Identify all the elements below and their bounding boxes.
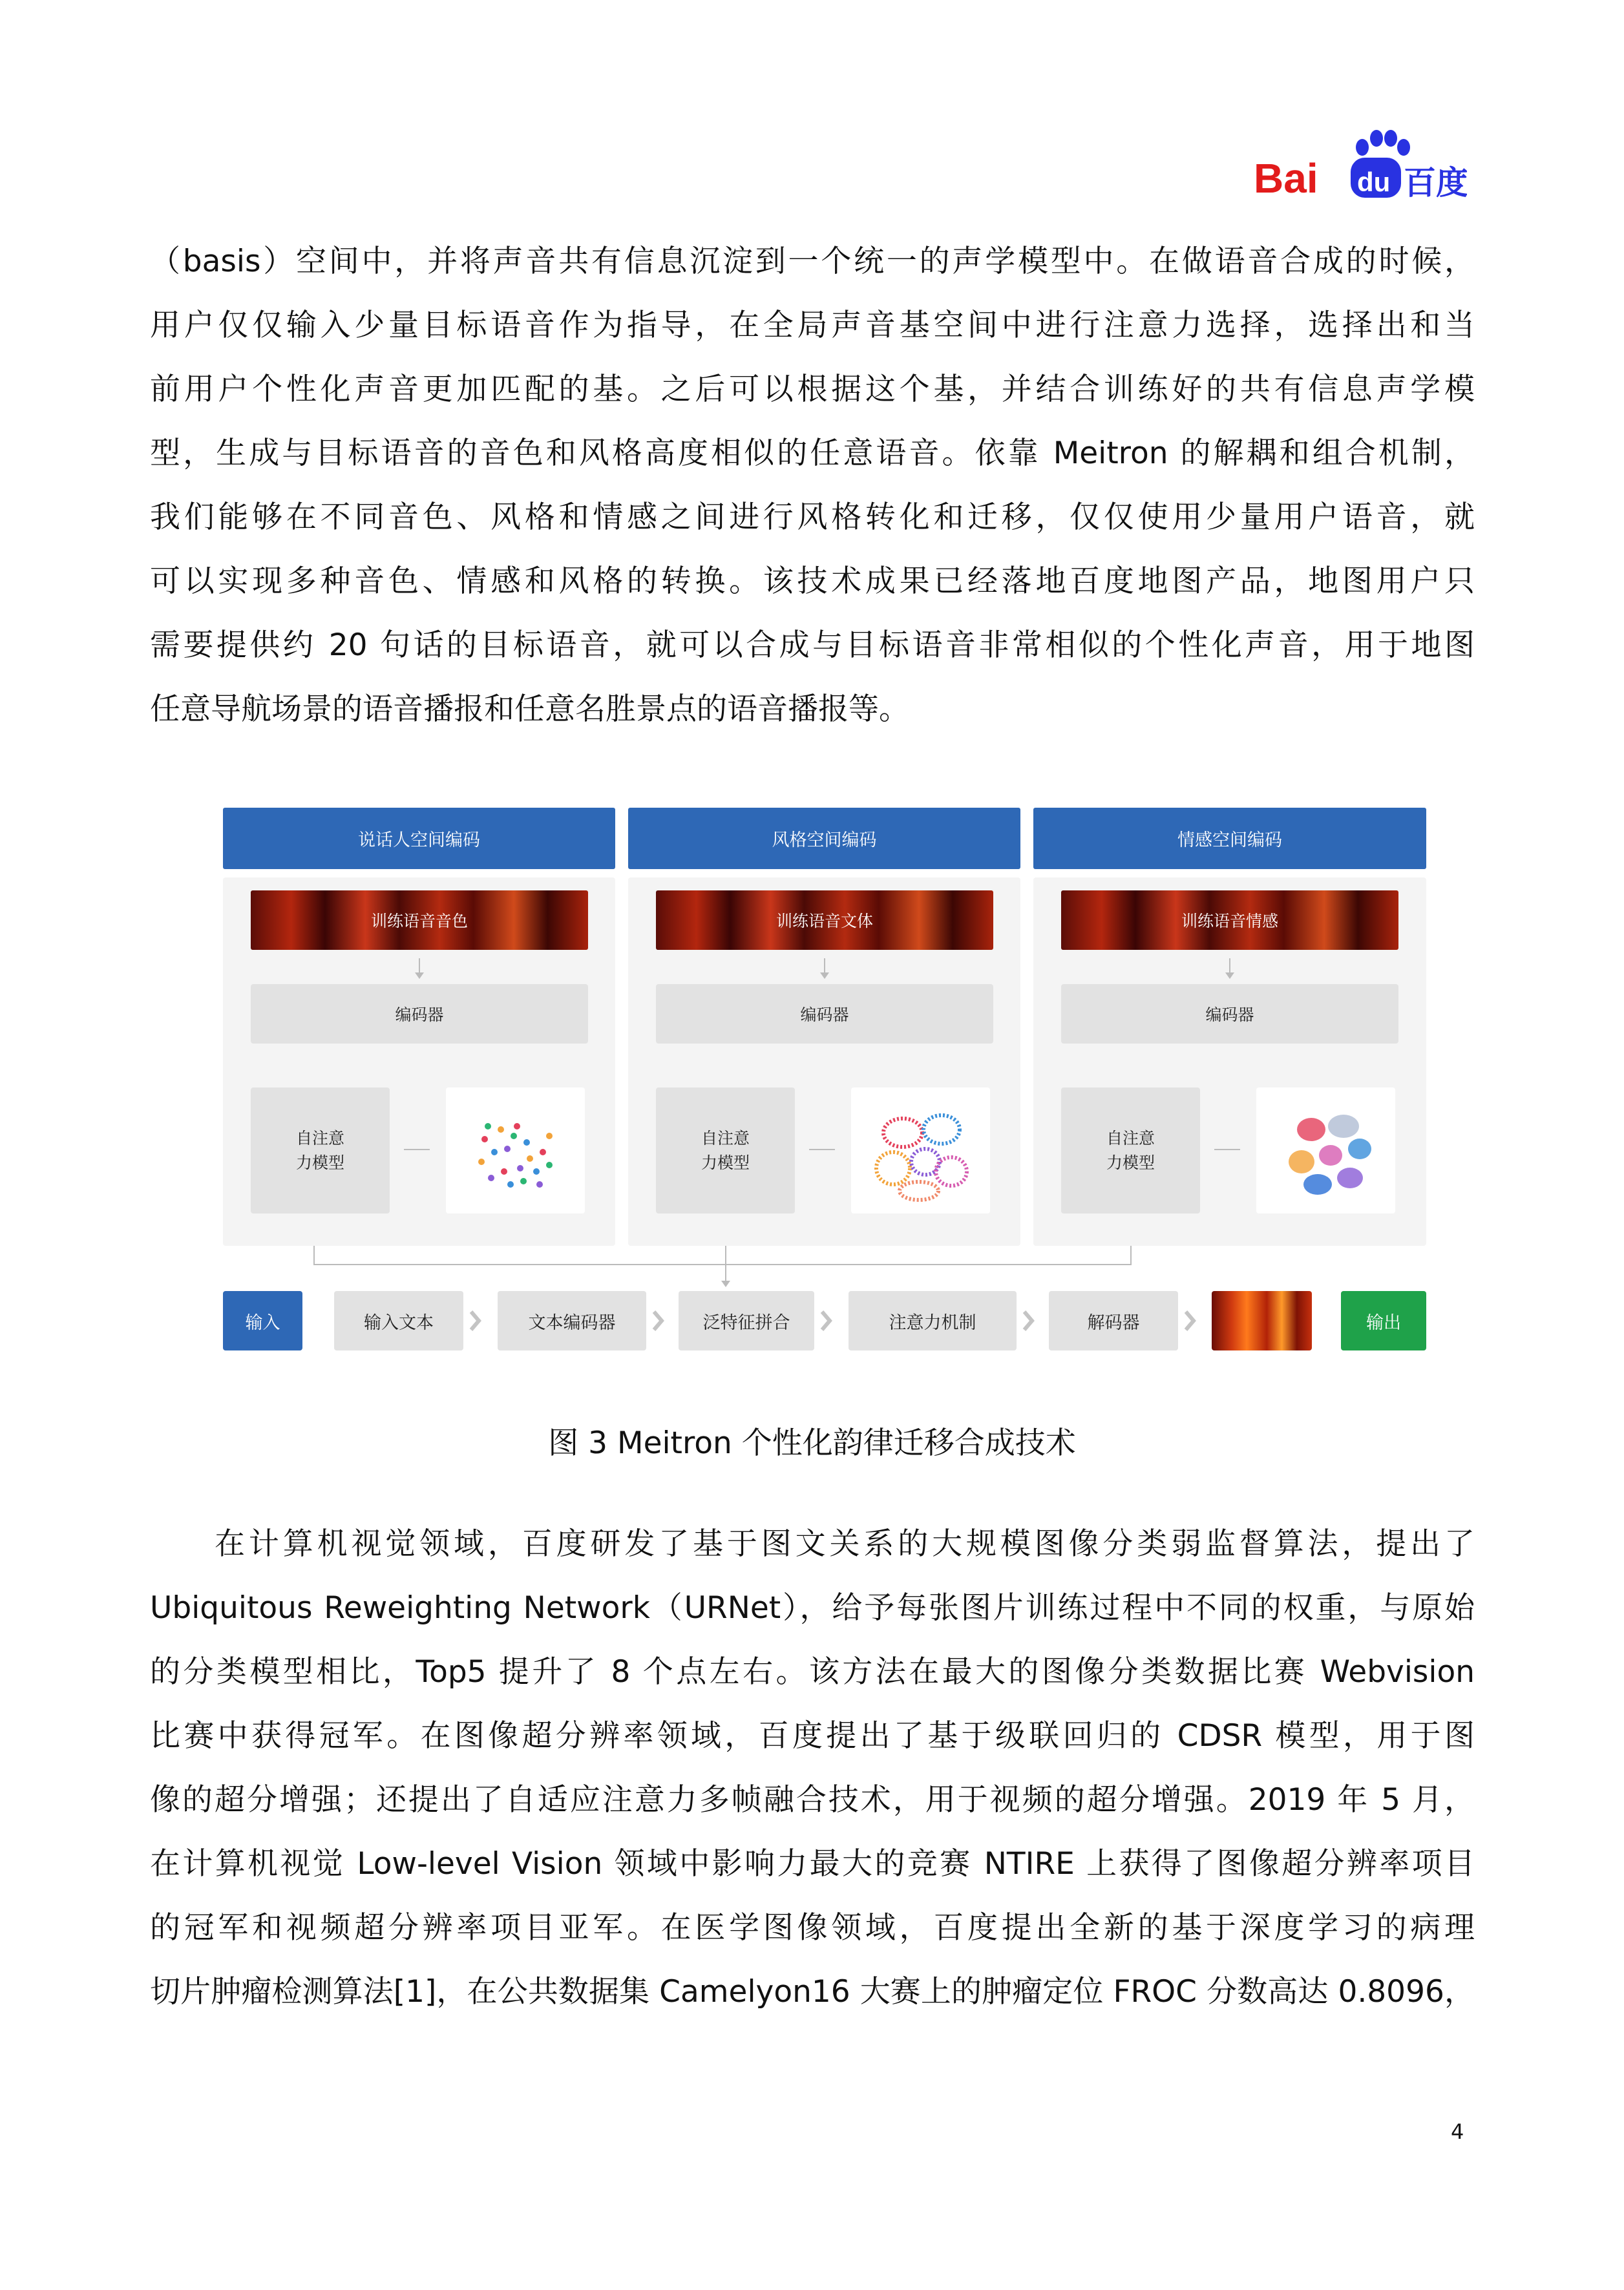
encoder-box: 编码器 <box>1061 984 1398 1044</box>
cluster-plot-icon <box>1256 1087 1395 1213</box>
encoder-box: 编码器 <box>656 984 993 1044</box>
input-box: 输入 <box>223 1291 302 1350</box>
connector-line <box>1130 1246 1132 1265</box>
attention-mechanism-box: 注意力机制 <box>849 1291 1017 1350</box>
text-line: 切片肿瘤检测算法[1]，在公共数据集 Camelyon16 大赛上的肿瘤定位 FROC 分数高达 0.8096， <box>150 1974 1475 2010</box>
text-line: （basis）空间中，并将声音共有信息沉淀到一个统一的声学模型中。在做语音合成的时候， <box>150 244 1475 279</box>
output-spectrogram-icon <box>1212 1291 1312 1350</box>
arrow-down-icon <box>725 1246 726 1285</box>
text-line: 在计算机视觉领域，百度研发了基于图文关系的大规模图像分类弱监督算法，提出了 <box>215 1526 1475 1562</box>
decoder-box: 解码器 <box>1049 1291 1178 1350</box>
text-encoder-box: 文本编码器 <box>498 1291 646 1350</box>
chevron-right-icon <box>651 1308 666 1334</box>
spectrogram-box: 训练语音音色 <box>251 890 588 950</box>
panel-body-speaker <box>223 877 615 1246</box>
text-line: 任意导航场景的语音播报和任意名胜景点的语音播报等。 <box>150 691 909 727</box>
text-line: 在计算机视觉 Low-level Vision 领域中影响力最大的竞赛 NTIRE 上获得了图像超分辨率项目 <box>150 1846 1475 1882</box>
bidirectional-arrow-icon <box>404 1149 430 1150</box>
cluster-plot-icon <box>851 1087 990 1213</box>
arrow-down-icon <box>419 958 420 976</box>
text-line: 前用户个性化声音更加匹配的基。之后可以根据这个基，并结合训练好的共有信息声学模 <box>150 372 1475 407</box>
panel-header-emotion: 情感空间编码 <box>1033 808 1426 869</box>
text-line: 我们能够在不同音色、风格和情感之间进行风格转化和迁移，仅仅使用少量用户语音，就 <box>150 499 1475 535</box>
feature-concat-box: 泛特征拼合 <box>679 1291 814 1350</box>
text-line: 的冠军和视频超分辨率项目亚军。在医学图像领域，百度提出全新的基于深度学习的病理 <box>150 1910 1475 1946</box>
chevron-right-icon <box>1022 1308 1036 1334</box>
connector-line <box>313 1264 1132 1265</box>
text-line: Ubiquitous Reweighting Network（URNet），给予每张图片训练过程中不同的权重，与原始 <box>150 1590 1475 1626</box>
arrow-down-icon <box>1229 958 1230 976</box>
panel-header-style: 风格空间编码 <box>628 808 1020 869</box>
self-attention-box: 自注意 力模型 <box>656 1087 795 1213</box>
cluster-plot-icon <box>446 1087 585 1213</box>
spectrogram-box: 训练语音情感 <box>1061 890 1398 950</box>
baidu-logo <box>1254 129 1467 204</box>
spectrogram-box: 训练语音文体 <box>656 890 993 950</box>
baidu-paw-logo-icon <box>1254 129 1467 204</box>
svg-text:Bai: Bai <box>1254 155 1318 202</box>
chevron-right-icon <box>469 1308 483 1334</box>
panel-body-style <box>628 877 1020 1246</box>
encoder-box: 编码器 <box>251 984 588 1044</box>
text-line: 可以实现多种音色、情感和风格的转换。该技术成果已经落地百度地图产品，地图用户只 <box>150 563 1475 599</box>
paragraph-1 <box>150 229 1475 741</box>
text-line: 用户仅仅输入少量目标语音作为指导，在全局声音基空间中进行注意力选择，选择出和当 <box>150 308 1475 343</box>
figure-caption: 图 3 Meitron 个性化韵律迁移合成技术 <box>548 1425 1076 1461</box>
svg-text:百度: 百度 <box>1404 164 1467 202</box>
bidirectional-arrow-icon <box>809 1149 835 1150</box>
chevron-right-icon <box>1183 1308 1197 1334</box>
panel-header-speaker: 说话人空间编码 <box>223 808 615 869</box>
text-line: 像的超分增强；还提出了自适应注意力多帧融合技术，用于视频的超分增强。2019 年 5 月， <box>150 1782 1475 1818</box>
text-line: 型，生成与目标语音的音色和风格高度相似的任意语音。依靠 Meitron 的解耦和组合机制， <box>150 436 1475 471</box>
text-line: 需要提供约 20 句话的目标语音，就可以合成与目标语音非常相似的个性化声音，用于地图 <box>150 627 1475 663</box>
self-attention-box: 自注意 力模型 <box>1061 1087 1200 1213</box>
self-attention-box: 自注意 力模型 <box>251 1087 390 1213</box>
panel-body-emotion <box>1033 877 1426 1246</box>
chevron-right-icon <box>819 1308 834 1334</box>
input-text-box: 输入文本 <box>334 1291 463 1350</box>
text-line: 比赛中获得冠军。在图像超分辨率领域，百度提出了基于级联回归的 CDSR 模型，用于图 <box>150 1718 1475 1754</box>
meitron-architecture-figure <box>223 808 1426 1363</box>
page-number: 4 <box>1451 2119 1464 2144</box>
svg-text:du: du <box>1357 167 1391 197</box>
arrow-down-icon <box>824 958 825 976</box>
output-box: 输出 <box>1341 1291 1426 1350</box>
paragraph-2 <box>150 1512 1475 2024</box>
text-line: 的分类模型相比，Top5 提升了 8 个点左右。该方法在最大的图像分类数据比赛 Webvision <box>150 1654 1475 1690</box>
bidirectional-arrow-icon <box>1214 1149 1240 1150</box>
connector-line <box>313 1246 315 1265</box>
